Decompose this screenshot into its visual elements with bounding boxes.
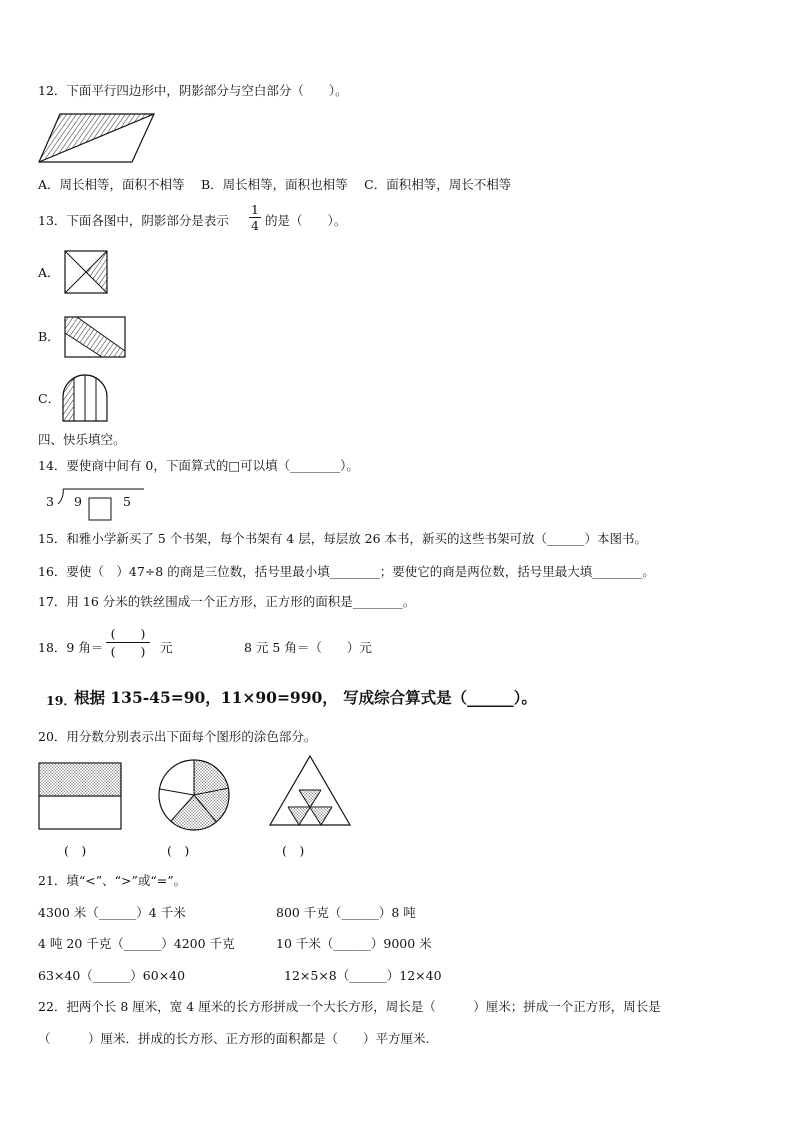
q18-unit: 元 bbox=[160, 640, 173, 655]
q20-blank-1: ( ) bbox=[64, 843, 87, 858]
q18-right: 8 元 5 角＝（ ）元 bbox=[244, 640, 372, 655]
q13-b-shaded bbox=[65, 317, 125, 357]
q18-fraction bbox=[104, 626, 152, 659]
q20-tri-shaded-1 bbox=[299, 790, 321, 807]
q13-option-c: C． bbox=[38, 391, 61, 406]
q20-figure-circle bbox=[155, 759, 233, 831]
q14-digit-1: 9 bbox=[74, 494, 82, 509]
q21-row2-right: 10 千米（______）9000 米 bbox=[276, 936, 432, 951]
q13-figure-c bbox=[62, 374, 108, 422]
q12-parallelogram-figure bbox=[38, 113, 156, 163]
q20-tri-shaded-3 bbox=[310, 807, 332, 825]
q20-blank-2: ( ) bbox=[167, 843, 190, 858]
q21-stem: 21．填“<”、“>”或“=”。 bbox=[38, 873, 187, 888]
q21-row1-left: 4300 米（______）4 千米 bbox=[38, 905, 186, 920]
q20-stem: 20．用分数分别表示出下面每个图形的涂色部分。 bbox=[38, 729, 317, 744]
q12-options: A．周长相等，面积不相等 B．周长相等，面积也相等 C．面积相等，周长不相等 bbox=[38, 177, 512, 192]
q16-text: 16．要使（ ）47÷8 的商是三位数，括号里最小填________；要使它的商是两位数，括号里最大填________。 bbox=[38, 564, 655, 579]
q13-fraction bbox=[248, 202, 262, 233]
q21-row2-left: 4 吨 20 千克（______）4200 千克 bbox=[38, 936, 235, 951]
q15-text: 15．和雅小学新买了 5 个书架，每个书架有 4 层，每层放 26 本书，新买的这些书架可放（______）本图书。 bbox=[38, 531, 648, 546]
q14-stem: 14．要使商中间有 0，下面算式的□可以填（________）。 bbox=[38, 458, 359, 473]
q22-line-1: 22．把两个长 8 厘米，宽 4 厘米的长方形拼成一个大长方形，周长是（ ）厘米；拼成一个正方形，周长是 bbox=[38, 999, 661, 1014]
q20-blank-3: ( ) bbox=[282, 843, 305, 858]
q14-digit-3: 5 bbox=[123, 494, 131, 509]
q13-a-shaded bbox=[86, 251, 107, 293]
q18-frac-den: ( ) bbox=[110, 644, 146, 659]
q21-row1-right: 800 千克（______）8 吨 bbox=[276, 905, 416, 920]
q18-frac-num: ( ) bbox=[110, 626, 146, 641]
q13-stem-pre: 13．下面各图中，阴影部分是表示 bbox=[38, 213, 229, 228]
q12-stem: 12．下面平行四边形中，阴影部分与空白部分（ ）。 bbox=[38, 83, 348, 98]
q13-frac-den: 4 bbox=[251, 218, 259, 233]
q13-frac-num: 1 bbox=[251, 202, 259, 217]
q19-text: 根据 135-45=90，11×90=990， 写成综合算式是（______）。 bbox=[74, 688, 537, 707]
q13-figure-a bbox=[64, 250, 108, 294]
q13-stem-post: 的是（ ）。 bbox=[265, 213, 347, 228]
q21-row3-left: 63×40（______）60×40 bbox=[38, 968, 186, 983]
section-4-heading: 四、快乐填空。 bbox=[38, 432, 126, 447]
q20-tri-shaded-2 bbox=[288, 807, 310, 825]
q20-figure-triangle bbox=[268, 755, 352, 827]
q20-figure-rectangle bbox=[38, 762, 122, 830]
q13-c-shaded bbox=[63, 377, 74, 421]
q17-text: 17．用 16 分米的铁丝围成一个正方形，正方形的面积是________。 bbox=[38, 594, 416, 609]
q21-row3-right: 12×5×8（______）12×40 bbox=[284, 968, 442, 983]
q14-blank-box bbox=[89, 498, 111, 520]
q20-rect-shaded bbox=[39, 763, 121, 796]
q13-option-a: A． bbox=[38, 265, 60, 280]
q18-frac-bar bbox=[106, 642, 150, 643]
q22-line-2: （ ）厘米．拼成的长方形、正方形的面积都是（ ）平方厘米. bbox=[38, 1031, 430, 1046]
q18-left: 18．9 角＝ bbox=[38, 640, 104, 655]
q13-option-b: B． bbox=[38, 329, 60, 344]
q19-number: 19． bbox=[46, 693, 76, 708]
q14-divisor: 3 bbox=[46, 494, 54, 509]
q13-figure-b bbox=[64, 316, 126, 358]
